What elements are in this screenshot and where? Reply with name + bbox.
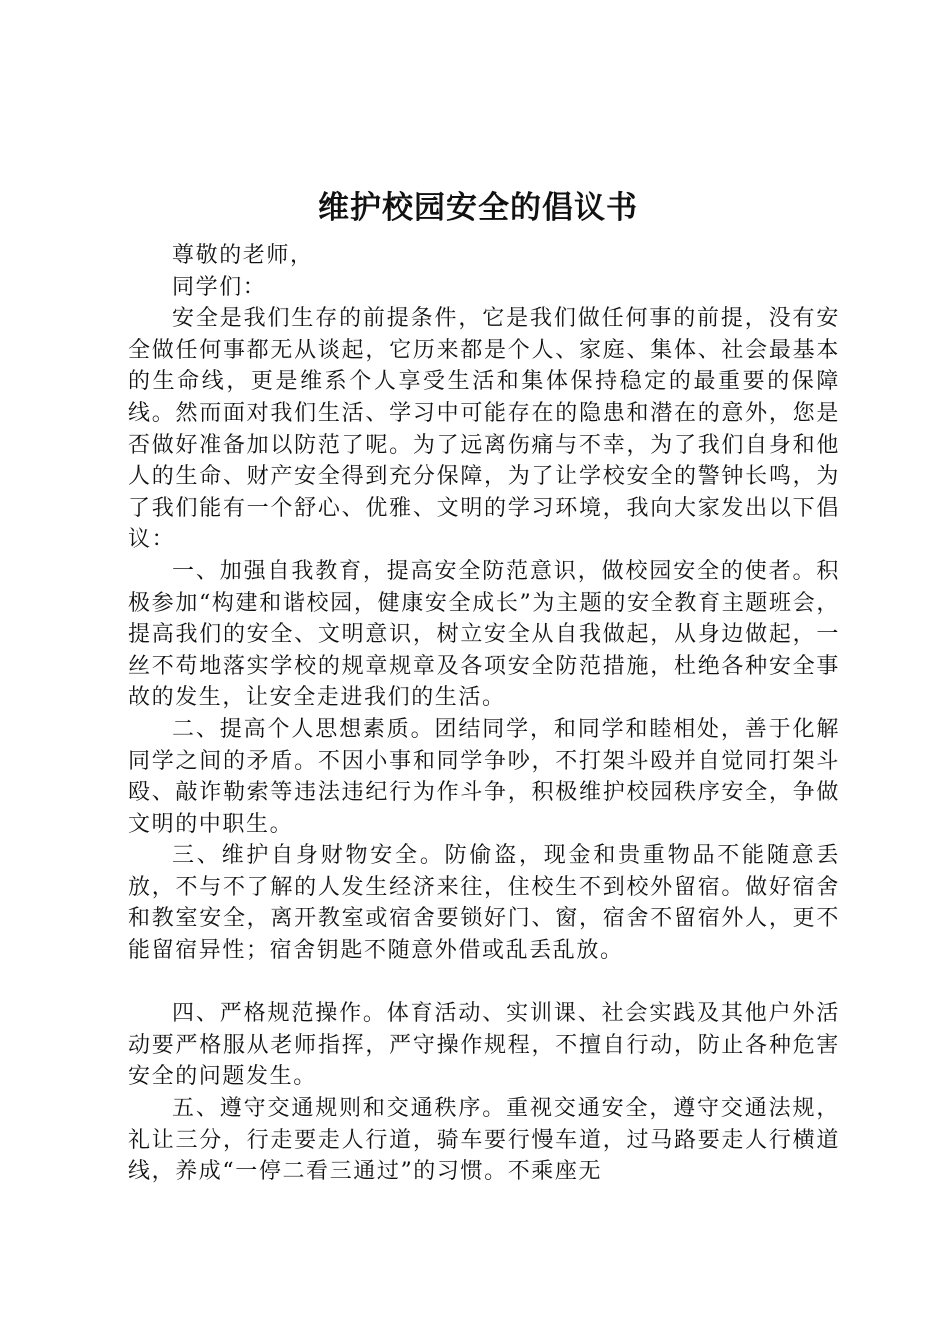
paragraph-item-2: 二、提高个人思想素质。团结同学，和同学和睦相处，善于化解同学之间的矛盾。不因小事和同学争吵，不打架斗殴并自觉同打架斗殴、敲诈勒索等违法违纪行为作斗争，积极维护校园秩序安全，争做文明的中职生。 <box>128 716 840 837</box>
paragraph-item-1: 一、加强自我教育，提高安全防范意识，做校园安全的使者。积极参加“构建和谐校园，健康安全成长”为主题的安全教育主题班会，提高我们的安全、文明意识，树立安全从自我做起，从身边做起，一丝不苟地落实学校的规章规章及各项安全防范措施，杜绝各种安全事故的发生，让安全走进我们的生活。 <box>128 558 840 711</box>
salutation-teachers: 尊敬的老师， <box>172 243 314 268</box>
document-page <box>128 0 848 1344</box>
salutation-students: 同学们： <box>172 274 267 300</box>
paragraph-item-4: 四、严格规范操作。体育活动、实训课、社会实践及其他户外活动要严格服从老师指挥，严守操作规程，不擅自行动，防止各种危害安全的问题发生。 <box>128 1001 840 1090</box>
document-body <box>128 240 840 1188</box>
paragraph-item-3: 三、维护自身财物安全。防偷盗，现金和贵重物品不能随意丢放，不与不了解的人发生经济来往，住校生不到校外留宿。做好宿舍和教室安全，离开教室或宿舍要锁好门、窗，宿舍不留宿外人，更不能留宿异性；宿舍钥匙不随意外借或乱丢乱放。 <box>128 843 840 964</box>
paragraph-item-5: 五、遵守交通规则和交通秩序。重视交通安全，遵守交通法规，礼让三分，行走要走人行道，骑车要行慢车道，过马路要走人行横道线，养成“一停二看三通过”的习惯。不乘座无 <box>128 1096 840 1185</box>
document-title: 维护校园安全的倡议书 <box>318 190 638 226</box>
paragraph-intro: 安全是我们生存的前提条件，它是我们做任何事的前提，没有安全做任何事都无从谈起，它历来都是个人、家庭、集体、社会最基本的生命线，更是维系个人享受生活和集体保持稳定的最重要的保障线。然而面对我们生活、学习中可能存在的隐患和潜在的意外，您是否做好准备加以防范了呢。为了远离伤痛与不幸，为了我们自身和他人的生命、财产安全得到充分保障，为了让学校安全的警钟长鸣，为了我们能有一个舒心、优雅、文明的学习环境，我向大家发出以下倡议： <box>128 306 840 553</box>
